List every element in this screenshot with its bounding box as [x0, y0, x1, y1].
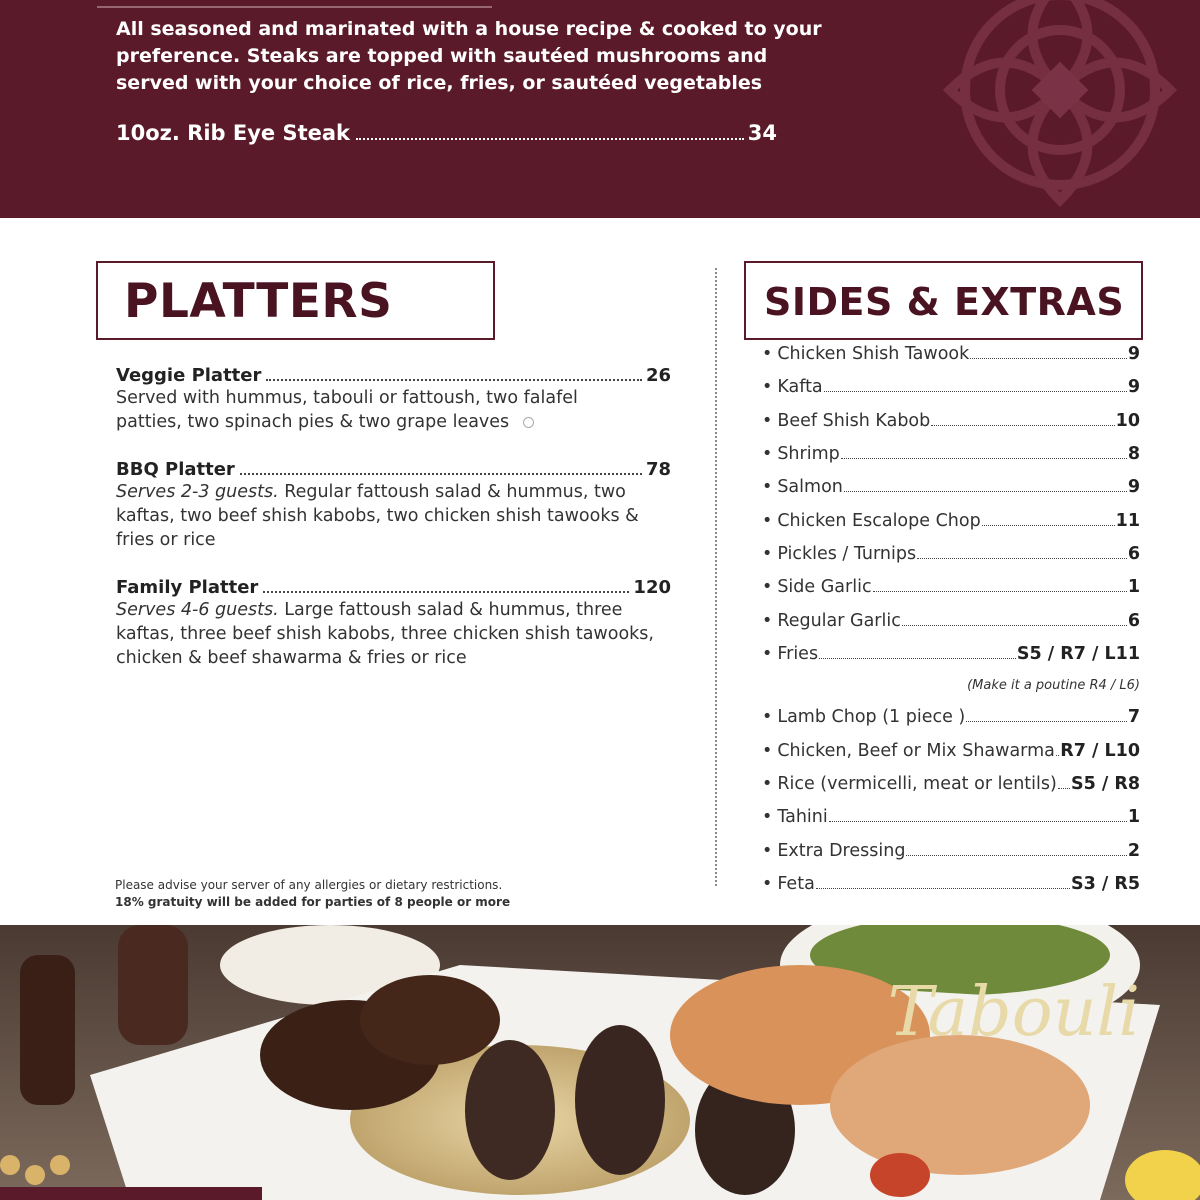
- bullet: •: [762, 577, 773, 597]
- side-price: 7: [1127, 707, 1140, 727]
- steaks-section: [0, 0, 1200, 218]
- dot-leader: [356, 138, 744, 140]
- side-price: 10: [1115, 411, 1140, 431]
- platter-price: 26: [645, 365, 671, 386]
- platter-serves: Serves 4-6 guests.: [116, 600, 279, 620]
- dot-leader: [1058, 788, 1070, 789]
- side-name: Kafta: [777, 377, 823, 397]
- dot-leader: [816, 888, 1070, 889]
- side-price: 1: [1127, 577, 1140, 597]
- list-item: [762, 774, 1140, 794]
- list-item: [762, 874, 1140, 894]
- bullet: •: [762, 741, 773, 761]
- sides-title-box: [744, 261, 1143, 340]
- bullet: •: [762, 644, 773, 664]
- side-name: Shrimp: [777, 444, 840, 464]
- side-price: S3 / R5: [1070, 874, 1140, 894]
- list-item: [762, 644, 1140, 664]
- list-item: [762, 741, 1140, 761]
- bullet: •: [762, 774, 773, 794]
- side-price: 11: [1115, 511, 1140, 531]
- list-item: [762, 511, 1140, 531]
- platter-name: Veggie Platter: [116, 365, 262, 386]
- steak-item: [116, 121, 777, 145]
- platter-photo-illustration: [0, 925, 1200, 1200]
- bullet: •: [762, 411, 773, 431]
- list-item: [762, 377, 1140, 397]
- steaks-description: All seasoned and marinated with a house recipe & cooked to your preference. Steaks are topped with sautéed mushrooms and served with your choice of rice, fries, or sautéed vegetables: [116, 18, 822, 94]
- platter-description: Regular fattoush salad & hummus, two kaftas, two beef shish kabobs, two chicken shish tawooks & fries or rice: [116, 482, 639, 550]
- section-top-border: [97, 0, 492, 8]
- side-name: Beef Shish Kabob: [777, 411, 931, 431]
- platter-price: 78: [645, 459, 671, 480]
- platter-description: Served with hummus, tabouli or fattoush, two falafel patties, two spinach pies & two grape leaves: [116, 388, 578, 432]
- side-price: S5 / R8: [1070, 774, 1140, 794]
- food-photo: [0, 925, 1200, 1200]
- platter-item-bbq: [116, 459, 671, 552]
- bullet: •: [762, 611, 773, 631]
- side-price: 2: [1127, 841, 1140, 861]
- column-divider: [715, 268, 717, 886]
- dot-leader: [970, 358, 1127, 359]
- side-name: Pickles / Turnips: [777, 544, 917, 564]
- side-name: Chicken, Beef or Mix Shawarma: [777, 741, 1055, 761]
- side-name: Regular Garlic: [777, 611, 901, 631]
- dot-leader: [844, 491, 1127, 492]
- steak-item-name: 10oz. Rib Eye Steak: [116, 121, 351, 145]
- dot-leader: [902, 625, 1127, 626]
- bullet: •: [762, 444, 773, 464]
- footer-notes: [115, 877, 510, 911]
- dot-leader: [263, 591, 629, 593]
- side-price: 8: [1127, 444, 1140, 464]
- dot-leader: [824, 391, 1127, 392]
- dot-leader: [873, 591, 1127, 592]
- side-price: 9: [1127, 377, 1140, 397]
- side-price: R7 / L10: [1060, 741, 1140, 761]
- steak-item-price: 34: [747, 121, 777, 145]
- dot-leader: [240, 473, 642, 475]
- tabouli-script-label: Tabouli: [887, 973, 1140, 1052]
- side-name: Salmon: [777, 477, 843, 497]
- dot-leader: [1056, 755, 1059, 756]
- decorative-ornament: [910, 0, 1200, 218]
- bullet: •: [762, 874, 773, 894]
- allergy-note: Please advise your server of any allergies or dietary restrictions.: [115, 878, 503, 892]
- sides-title: SIDES & EXTRAS: [764, 280, 1125, 324]
- side-price: 9: [1127, 477, 1140, 497]
- list-item: [762, 841, 1140, 861]
- side-price: 9: [1127, 344, 1140, 364]
- platter-description: Large fattoush salad & hummus, three kaftas, three beef shish kabobs, three chicken shish tawooks, chicken & beef shawarma & fries or rice: [116, 600, 654, 668]
- bullet: •: [762, 511, 773, 531]
- poutine-note: (Make it a poutine R4 / L6): [967, 678, 1140, 693]
- side-name: Rice (vermicelli, meat or lentils): [777, 774, 1057, 794]
- dot-leader: [841, 458, 1127, 459]
- bullet: •: [762, 344, 773, 364]
- list-item: [762, 807, 1140, 827]
- platters-title: PLATTERS: [124, 274, 393, 329]
- dot-leader: [266, 379, 642, 381]
- bullet: •: [762, 707, 773, 727]
- side-name: Side Garlic: [777, 577, 872, 597]
- bullet: •: [762, 807, 773, 827]
- side-price: 6: [1127, 611, 1140, 631]
- bullet: •: [762, 841, 773, 861]
- bullet: •: [762, 544, 773, 564]
- list-item: [762, 477, 1140, 497]
- side-name: Chicken Escalope Chop: [777, 511, 981, 531]
- platter-price: 120: [633, 577, 671, 598]
- bullet: •: [762, 377, 773, 397]
- list-item: [762, 707, 1140, 727]
- list-item: [762, 611, 1140, 631]
- bullet: •: [762, 477, 773, 497]
- side-name: Lamb Chop (1 piece ): [777, 707, 966, 727]
- side-price: S5 / R7 / L11: [1016, 644, 1140, 664]
- vegetarian-icon: [523, 417, 534, 428]
- list-item: [762, 544, 1140, 564]
- dot-leader: [966, 721, 1127, 722]
- list-item: [762, 411, 1140, 431]
- platter-name: Family Platter: [116, 577, 259, 598]
- gratuity-note: 18% gratuity will be added for parties of 8 people or more: [115, 895, 511, 909]
- dot-leader: [917, 558, 1127, 559]
- side-name: Tahini: [777, 807, 828, 827]
- dot-leader: [829, 821, 1127, 822]
- dot-leader: [982, 525, 1115, 526]
- platter-name: BBQ Platter: [116, 459, 235, 480]
- list-item: [762, 444, 1140, 464]
- side-name: Feta: [777, 874, 815, 894]
- side-name: Fries: [777, 644, 819, 664]
- list-item: [762, 344, 1140, 364]
- platter-serves: Serves 2-3 guests.: [116, 482, 279, 502]
- platter-item-family: [116, 577, 671, 670]
- dot-leader: [931, 425, 1114, 426]
- dot-leader: [819, 658, 1016, 659]
- platters-title-box: [96, 261, 495, 340]
- side-name: Extra Dressing: [777, 841, 906, 861]
- list-item: [762, 577, 1140, 597]
- side-price: 6: [1127, 544, 1140, 564]
- side-price: 1: [1127, 807, 1140, 827]
- platter-item-veggie: [116, 365, 671, 434]
- dot-leader: [906, 855, 1126, 856]
- side-name: Chicken Shish Tawook: [777, 344, 970, 364]
